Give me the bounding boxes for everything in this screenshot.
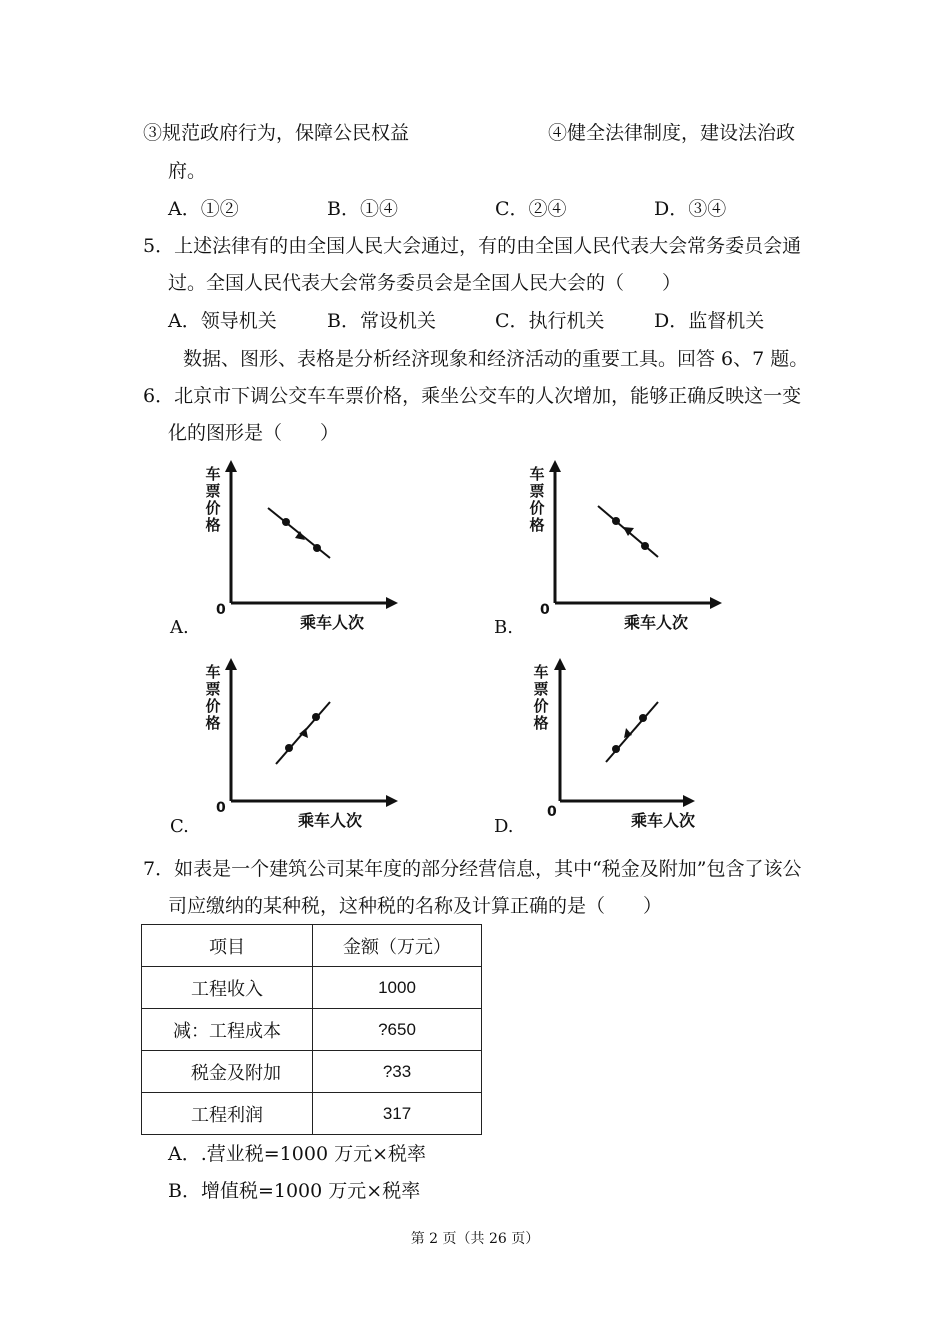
row-item: 工程利润 [142,1093,313,1135]
graph-b[interactable] [524,460,744,640]
q5-option-c[interactable]: C．执行机关 [495,310,605,332]
table-header-row [142,925,482,967]
q7-stem-line2: 司应缴纳的某种税，这种税的名称及计算正确的是（ ） [168,895,663,917]
row-item: 工程收入 [142,967,313,1009]
x-axis-label: 乘车人次 [631,811,696,830]
q5-stem-line1: 5．上述法律有的由全国人民大会通过，有的由全国人民代表大会常务委员会通 [143,235,802,257]
q5-stem-line2: 过。全国人民代表大会常务委员会是全国人民大会的（ ） [168,272,682,294]
y-axis-label: 车 票 价 格 [205,465,221,534]
q4-option-d[interactable]: D．③④ [654,198,727,220]
origin-label: 0 [216,800,226,816]
graph-b-label[interactable]: B. [494,617,513,638]
q5-option-a[interactable]: A．领导机关 [168,310,277,332]
q5-option-b[interactable]: B．常设机关 [327,310,436,332]
x-axis-label: 乘车人次 [624,613,689,632]
q4-item-4-cont: 府。 [168,160,207,182]
row-amount: ?650 [313,1009,482,1051]
x-axis-label: 乘车人次 [300,613,365,632]
q4-item-4: ④健全法律制度，建设法治政 [548,122,796,144]
header-item: 项目 [142,925,313,967]
graph-c[interactable] [200,658,420,838]
table-row [142,1051,482,1093]
y-axis-label: 车 票 价 格 [529,465,545,534]
q5-option-d[interactable]: D．监督机关 [654,310,765,332]
q4-item-3: ③规范政府行为，保障公民权益 [143,122,410,144]
table-row [142,967,482,1009]
row-item: 税金及附加 [142,1051,313,1093]
q6-stem-line2: 化的图形是（ ） [168,422,340,444]
graph-d[interactable] [527,658,747,838]
y-axis-label: 车 票 价 格 [205,663,221,732]
q7-stem-line1: 7．如表是一个建筑公司某年度的部分经营信息，其中“税金及附加”包含了该公 [143,858,802,880]
row-amount: 1000 [313,967,482,1009]
q4-option-a[interactable]: A．①② [168,198,239,220]
section-intro: 数据、图形、表格是分析经济现象和经济活动的重要工具。回答 6、7 题。 [183,348,809,370]
graph-a[interactable] [200,460,420,640]
table-row [142,1093,482,1135]
page-footer: 第 2 页（共 26 页） [410,1231,540,1247]
q6-stem-line1: 6．北京市下调公交车车票价格，乘坐公交车的人次增加，能够正确反映这一变 [143,385,802,407]
financial-table [141,924,482,1135]
q4-option-b[interactable]: B．①④ [327,198,398,220]
row-amount: ?33 [313,1051,482,1093]
header-amount: 金额（万元） [313,925,482,967]
graph-a-label[interactable]: A. [170,617,189,638]
origin-label: 0 [216,602,226,618]
graph-d-label[interactable]: D. [494,816,514,837]
origin-label: 0 [540,602,550,618]
origin-label: 0 [547,804,557,820]
graph-c-label[interactable]: C. [170,816,189,837]
q4-option-c[interactable]: C．②④ [495,198,567,220]
q7-option-b[interactable]: B．增值税=1000 万元×税率 [168,1180,421,1202]
row-amount: 317 [313,1093,482,1135]
table-row [142,1009,482,1051]
row-item: 减：工程成本 [142,1009,313,1051]
x-axis-label: 乘车人次 [298,811,363,830]
y-axis-label: 车 票 价 格 [533,663,549,732]
q7-option-a[interactable]: A．.营业税=1000 万元×税率 [168,1143,426,1165]
